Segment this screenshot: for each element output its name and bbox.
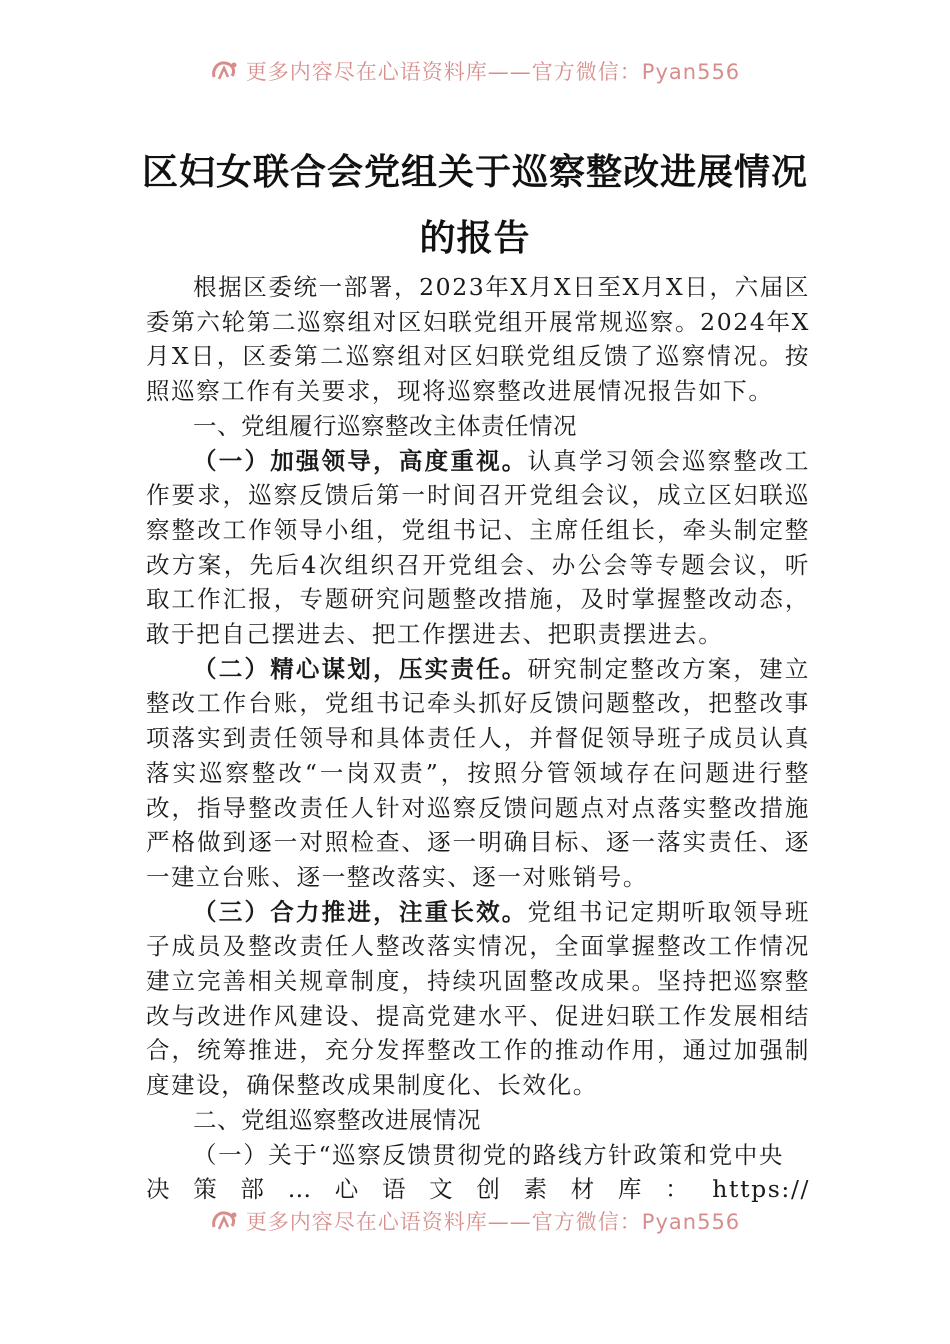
section-2-paragraph-1-tail: 决策部…心语文创素材库：https:// [146,1175,810,1204]
brand-logo-icon [210,1209,240,1233]
section-2-paragraph-1: （一）关于“巡察反馈贯彻党的路线方针政策和党中央 [193,1140,784,1169]
section-1-heading: 一、党组履行巡察整改主体责任情况 [193,411,577,440]
watermark-text: 更多内容尽在心语资料库——官方微信：Pyan556 [245,1210,741,1234]
paragraph-lead: （一）加强领导，高度重视。 [193,446,528,475]
watermark-bottom [0,1208,950,1234]
watermark-text: 更多内容尽在心语资料库——官方微信：Pyan556 [245,60,741,84]
section-1-paragraph-2 [146,652,810,895]
section-1-paragraph-1 [146,444,810,652]
section-1-paragraph-3 [146,895,810,1103]
intro-paragraph: 根据区委统一部署，2023年X月X日至X月X日，六届区委第六轮第二巡察组对区妇联党组开展常规巡察。2024年X月X日，区委第二巡察组对区妇联党组反馈了巡察情况。按照巡察工作有关要求，现将巡察整改进展情况报告如下。 [146,273,810,406]
paragraph-lead: （三）合力推进，注重长效。 [193,897,528,926]
document-title-line-2: 的报告 [419,217,531,259]
paragraph-body: 认真学习领会巡察整改工作要求，巡察反馈后第一时间召开党组会议，成立区妇联巡察整改工作领导小组，党组书记、主席任组长，牵头制定整改方案，先后4次组织召开党组会、办公会等专题会议，听取工作汇报，专题研究问题整改措施，及时掌握整改动态，敢于把自己摆进去、把工作摆进去、把职责摆进去。 [146,446,810,649]
brand-logo-icon [210,59,240,83]
watermark-top [0,58,950,84]
document-body [146,270,810,1207]
section-2-heading: 二、党组巡察整改进展情况 [193,1105,481,1134]
document-title-line-1: 区妇女联合会党组关于巡察整改进展情况 [141,151,808,193]
paragraph-body: 党组书记定期听取领导班子成员及整改责任人整改落实情况，全面掌握整改工作情况建立完善相关规章制度，持续巩固整改成果。坚持把巡察整改与改进作风建设、提高党建水平、促进妇联工作发展相结合，统筹推进，充分发挥整改工作的推动作用，通过加强制度建设，确保整改成果制度化、长效化。 [146,897,810,1100]
paragraph-body: 研究制定整改方案，建立整改工作台账，党组书记牵头抓好反馈问题整改，把整改事项落实到责任领导和具体责任人，并督促领导班子成员认真落实巡察整改“一岗双责”，按照分管领域存在问题进行整改，指导整改责任人针对巡察反馈问题点对点落实整改措施严格做到逐一对照检查、逐一明确目标、逐一落实责任、逐一建立台账、逐一整改落实、逐一对账销号。 [146,654,810,891]
paragraph-lead: （二）精心谋划，压实责任。 [193,654,528,683]
